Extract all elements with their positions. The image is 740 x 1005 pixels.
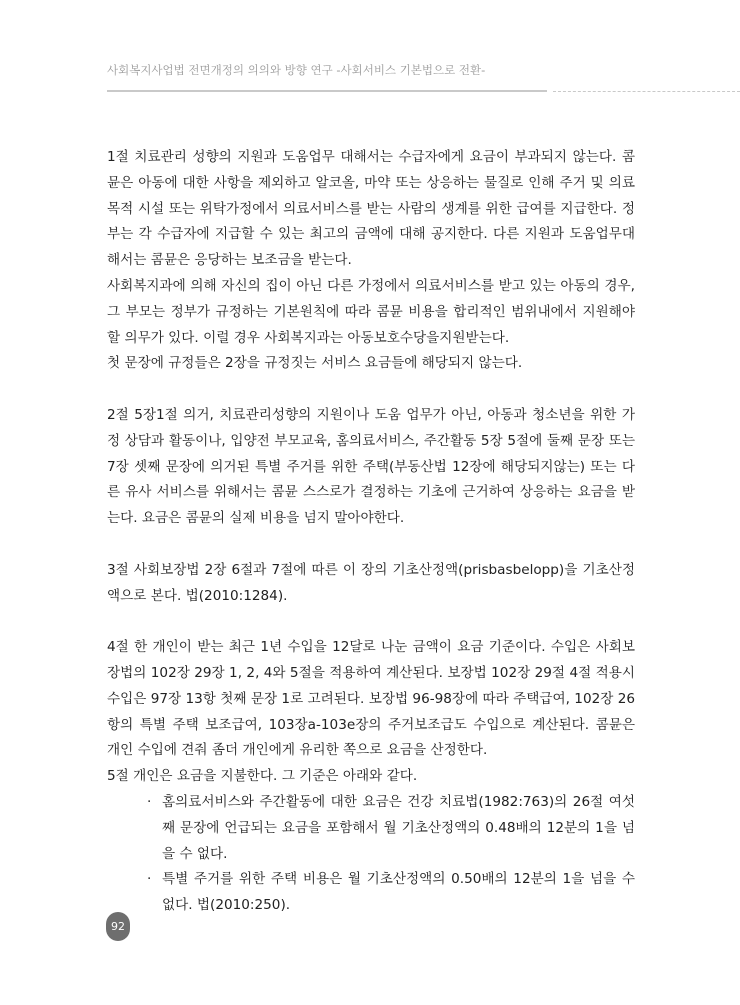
running-header — [107, 62, 740, 78]
paragraph-section-3: 3절 사회보장법 2장 6절과 7절에 따른 이 장의 기초산정액(prisbasbelopp)을 기초산정액으로 본다. 법(2010:1284). — [107, 561, 635, 604]
bullet-text: 홈의료서비스와 주간활동에 대한 요금은 건강 치료법(1982:763)의 26절 여섯째 문장에 언급되는 요금을 포함해서 월 기초산정액의 0.48배의 12분의 1을 넘을 수 없다. — [162, 793, 635, 862]
page-number-badge — [106, 912, 130, 941]
paragraph-section-2: 2절 5장1절 의거, 치료관리성향의 지원이나 도움 업무가 아닌, 아동과 청소년을 위한 가정 상담과 활동이나, 입양전 부모교육, 홈의료서비스, 주간활동 5장 5절에 둘째 문장 또는 7장 셋째 문장에 의거된 특별 주거를 위한 주택(부동산법 12장에 해당되지않는) 또는 다른 유사 서비스를 위해서는 콤뮨 스스로가 결정하는 기초에 근거하여 상응하는 요금을 받는다. 요금은 콤뮨의 실제 비용을 넘지 말아야한다. — [107, 406, 635, 527]
paragraph-section-1-note: 첫 문장에 규정들은 2장을 규정짓는 서비스 요금들에 해당되지 않는다. — [107, 355, 523, 372]
paragraph-section-1-parents: 사회복지과에 의해 자신의 집이 아닌 다른 가정에서 의료서비스를 받고 있는 아동의 경우, 그 부모는 정부가 규정하는 기본원칙에 따라 콤뮨 비용을 합리적인 범위내에서 지원해야할 의무가 있다. 이럴 경우 사회복지과는 아동보호수당을지원받는다. — [107, 277, 635, 346]
bullet-mark: · — [147, 793, 152, 810]
page-number: 92 — [111, 920, 125, 933]
bullet-list — [107, 790, 635, 919]
header-rule — [107, 90, 547, 92]
header-title: 사회복지사업법 전면개정의 의의와 방향 연구 -사회서비스 기본법으로 전환- — [107, 63, 486, 77]
list-item — [107, 867, 635, 919]
bullet-text: 특별 주거를 위한 주택 비용은 월 기초산정액의 0.50배의 12분의 1을 넘을 수 없다. 법(2010:250). — [162, 871, 635, 914]
paragraph-section-4: 4절 한 개인이 받는 최근 1년 수입을 12달로 나눈 금액이 요금 기준이다. 수입은 사회보장법의 102장 29장 1, 2, 4와 5절을 적용하여 계산된다. 보장법 102장 29절 4절 적용시 수입은 97장 13항 첫째 문장 1로 고려된다. 보장법 96-98장에 따라 주택급여, 102장 26항의 특별 주택 보조급여, 103장a-103e장의 주거보조급도 수입으로 계산된다. 콤뮨은 개인 수입에 견줘 좀더 개인에게 유리한 쪽으로 요금을 산정한다. — [107, 639, 635, 759]
paragraph-section-5: 5절 개인은 요금을 지불한다. 그 기준은 아래와 같다. — [107, 768, 418, 785]
body-text — [107, 145, 635, 919]
header-dashed-rule — [553, 91, 740, 92]
bullet-mark: · — [147, 871, 152, 888]
paragraph-section-1: 1절 치료관리 성향의 지원과 도움업무 대해서는 수급자에게 요금이 부과되지 않는다. 콤뮨은 아동에 대한 사항을 제외하고 알코올, 마약 또는 상응하는 물질로 인해 주거 및 의료목적 시설 또는 위탁가정에서 의료서비스를 받는 사람의 생계를 위한 급여를 지급한다. 정부는 각 수급자에 지급할 수 있는 최고의 금액에 대해 공지한다. 다른 지원과 도움업무대해서는 콤뮨은 응당하는 보조금을 받는다. — [107, 149, 635, 269]
list-item — [107, 790, 635, 867]
